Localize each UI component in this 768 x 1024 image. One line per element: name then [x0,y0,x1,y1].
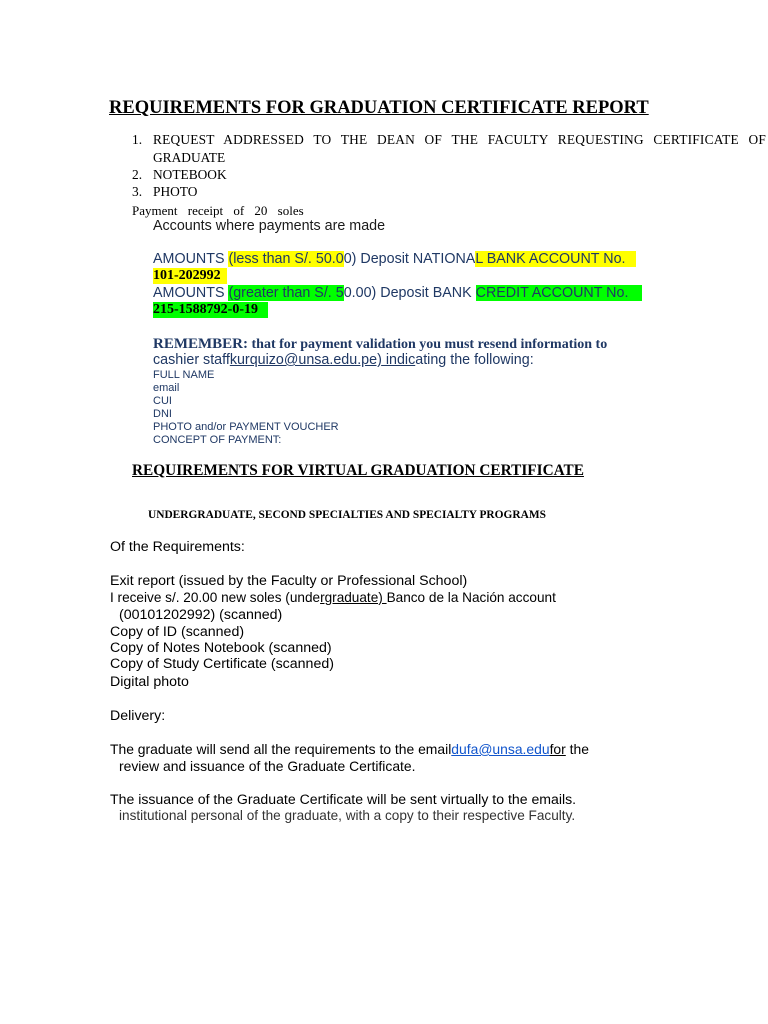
payment-receipt: Payment receipt of 20 soles [132,203,304,218]
page-title: REQUIREMENTS FOR GRADUATION CERTIFICATE REPORT [109,98,649,118]
amount-label: AMOUNTS [153,251,229,267]
requirement-text: rgraduate) [320,590,387,605]
amount-text: 0.00) Deposit BANK [343,285,476,301]
requirement-item: Copy of Study Certificate (scanned) [110,656,334,672]
requirement-text: I receive s/. 20.00 new soles (unde [110,590,321,605]
list-number: 1. [132,132,143,147]
remember-line [153,336,607,353]
section-heading-text: REQUIREMENTS FOR VIRTUAL GRADUATION CERTIFICATE [132,462,584,479]
delivery-text-line: review and issuance of the Graduate Certificate. [119,758,416,774]
section-subheading: UNDERGRADUATE, SECOND SPECIALTIES AND SPECIALTY PROGRAMS [148,509,546,521]
requirement-item: Copy of Notes Notebook (scanned) [110,640,332,656]
list-number: 2. [132,167,143,182]
delivery-label: Delivery: [110,708,166,724]
list-item [132,132,142,148]
remember-text: that for payment validation you must resend information to [248,337,608,352]
dufa-email-link[interactable]: dufa@unsa.edu [451,741,550,757]
field-item: FULL NAME [153,369,215,381]
remember-text: indic [381,352,416,368]
cashier-email-link[interactable]: kurquizo@unsa.edu.pe) [229,352,382,368]
remember-label: REMEMBER: [153,336,248,352]
field-item: PHOTO and/or PAYMENT VOUCHER [153,421,339,433]
list-number: 3. [132,184,143,199]
highlight-yellow: L BANK ACCOUNT No. [475,251,635,267]
list-item-text: NOTEBOOK [153,167,227,182]
requirement-text: Banco de la Nación account [386,590,556,605]
section-heading [132,462,584,480]
account-number-2: 215-1588792-0-19 [153,302,268,318]
requirement-item: Copy of ID (scanned) [110,624,245,640]
amount-line-1 [153,251,636,267]
list-item-text: PHOTO [153,184,198,199]
list-item-text: GRADUATE [153,150,226,165]
delivery-text: the [565,741,589,757]
remember-text: cashier staff [153,352,230,368]
delivery-text: for [549,741,566,757]
requirement-item: Digital photo [110,674,189,690]
remember-text: ating the following: [415,352,534,368]
field-item: CONCEPT OF PAYMENT: [153,434,282,446]
requirement-item [110,590,556,605]
issuance-text-line: The issuance of the Graduate Certificate will be sent virtually to the emails. [110,791,577,807]
accounts-intro: Accounts where payments are made [153,218,386,234]
issuance-text-line: institutional personal of the graduate, with a copy to their respective Faculty. [119,808,576,823]
account-number-1: 101-202992 [153,268,227,284]
delivery-paragraph [110,741,589,757]
highlight-green: CREDIT ACCOUNT No. [476,285,643,301]
field-item: DNI [153,408,172,420]
remember-line-2 [153,352,534,368]
highlight-yellow: (less than S/. 50.0 [228,251,344,267]
amount-label: AMOUNTS [153,285,229,301]
requirement-item: (00101202992) (scanned) [119,607,283,623]
highlight-green: (greater than S/. 5 [228,285,344,301]
of-requirements-label: Of the Requirements: [110,539,245,555]
amount-text: 0) Deposit NATIONA [343,251,476,267]
delivery-text: The graduate will send all the requirements to the email [110,741,452,757]
list-item-text: REQUEST ADDRESSED TO THE DEAN OF THE FACULTY REQUESTING CERTIFICATE OF [153,132,766,147]
field-item: CUI [153,395,172,407]
field-item: email [153,382,180,394]
amount-line-2 [153,285,642,301]
requirement-item: Exit report (issued by the Faculty or Professional School) [110,573,468,589]
